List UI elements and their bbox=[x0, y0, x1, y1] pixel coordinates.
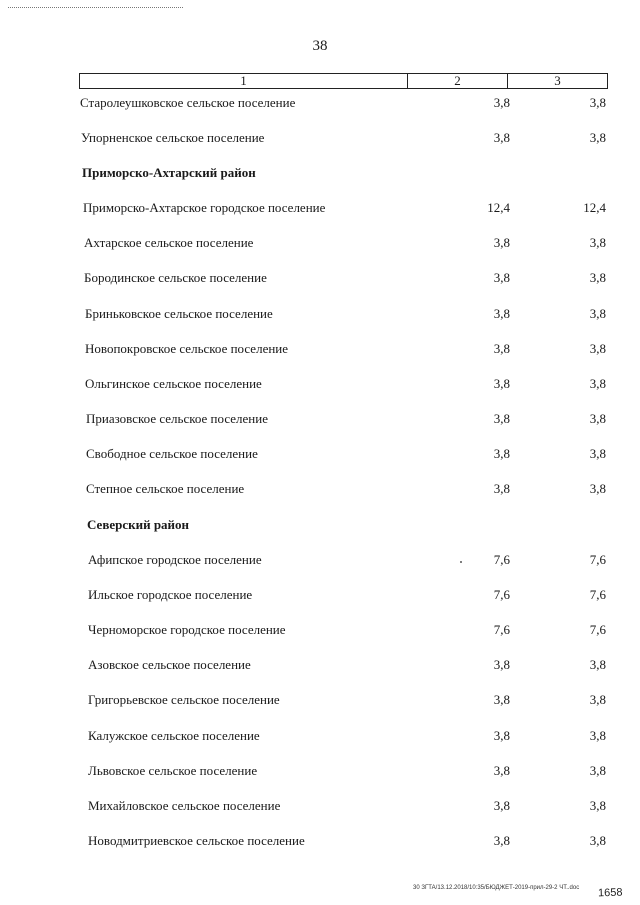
value-column-2: 3,8 bbox=[493, 341, 510, 356]
value-column-3: 7,6 bbox=[589, 622, 606, 637]
value-column-2: 3,8 bbox=[493, 833, 510, 848]
settlement-name: Черноморское городское поселение bbox=[88, 622, 286, 637]
value-column-3: 3,8 bbox=[589, 763, 606, 778]
settlement-name: Старолеушковское сельское поселение bbox=[80, 95, 296, 110]
table-row bbox=[0, 587, 640, 607]
table-row bbox=[0, 235, 640, 255]
value-column-3: 3,8 bbox=[589, 833, 606, 848]
settlement-name: Упорненское сельское поселение bbox=[81, 130, 265, 145]
value-column-3: 12,4 bbox=[583, 200, 606, 215]
column-header-2: 2 bbox=[408, 74, 508, 88]
table-row bbox=[0, 411, 640, 431]
table-row bbox=[0, 833, 640, 853]
table-row bbox=[0, 341, 640, 361]
value-column-2: 3,8 bbox=[493, 446, 510, 461]
value-column-2: 3,8 bbox=[493, 130, 510, 145]
value-column-3: 3,8 bbox=[589, 446, 606, 461]
value-column-2: 3,8 bbox=[493, 376, 510, 391]
value-column-3: 7,6 bbox=[589, 587, 606, 602]
settlement-name: Приморско-Ахтарское городское поселение bbox=[83, 200, 326, 215]
table-row bbox=[0, 446, 640, 466]
table-row bbox=[0, 270, 640, 290]
value-column-2: 3,8 bbox=[493, 728, 510, 743]
settlement-name: Приазовское сельское поселение bbox=[86, 411, 268, 426]
value-column-2: 3,8 bbox=[493, 798, 510, 813]
value-column-2: 3,8 bbox=[493, 270, 510, 285]
value-column-2: 3,8 bbox=[493, 657, 510, 672]
settlement-name: Азовское сельское поселение bbox=[88, 657, 251, 672]
table-row bbox=[0, 798, 640, 818]
table-row bbox=[0, 306, 640, 326]
value-column-3: 3,8 bbox=[589, 728, 606, 743]
settlement-name: Новопокровское сельское поселение bbox=[85, 341, 289, 356]
table-header-row bbox=[79, 73, 608, 89]
value-column-3: 3,8 bbox=[589, 235, 606, 250]
sheet-stamp-number: 1658 bbox=[597, 886, 623, 900]
table-row bbox=[0, 552, 640, 572]
settlement-name: Бородинское сельское поселение bbox=[84, 270, 267, 285]
value-column-3: 3,8 bbox=[589, 481, 606, 496]
value-column-2: 3,8 bbox=[493, 235, 510, 250]
district-name: Северский район bbox=[87, 517, 190, 532]
table-row bbox=[0, 200, 640, 220]
table-row bbox=[0, 376, 640, 396]
page-number: 38 bbox=[312, 38, 328, 54]
settlement-name: Афипское городское поселение bbox=[88, 552, 262, 567]
value-column-3: 3,8 bbox=[589, 95, 606, 110]
column-header-1: 1 bbox=[80, 74, 408, 88]
table-row bbox=[0, 692, 640, 712]
table-row bbox=[0, 763, 640, 783]
district-heading bbox=[0, 165, 640, 185]
district-name: Приморско-Ахтарский район bbox=[82, 165, 256, 180]
scan-edge-line bbox=[8, 7, 183, 8]
document-footer-note: 30 ЗГТА/13.12.2018/10:35/БЮДЖЕТ-2019-прил-29-2 ЧТ..doc bbox=[413, 885, 580, 891]
district-heading bbox=[0, 517, 640, 537]
value-column-3: 3,8 bbox=[589, 798, 606, 813]
value-column-2: 12,4 bbox=[487, 200, 510, 215]
settlement-name: Львовское сельское поселение bbox=[88, 763, 258, 778]
settlement-name: Ильское городское поселение bbox=[88, 587, 253, 602]
value-column-2: 7,6 bbox=[493, 587, 510, 602]
value-column-3: 3,8 bbox=[589, 411, 606, 426]
value-column-3: 3,8 bbox=[589, 130, 606, 145]
scan-speck bbox=[460, 561, 462, 563]
table-row bbox=[0, 130, 640, 150]
value-column-3: 3,8 bbox=[589, 306, 606, 321]
value-column-2: 3,8 bbox=[493, 692, 510, 707]
settlement-name: Ольгинское сельское поселение bbox=[85, 376, 262, 391]
value-column-2: 3,8 bbox=[493, 763, 510, 778]
value-column-3: 3,8 bbox=[589, 376, 606, 391]
settlement-name: Ахтарское сельское поселение bbox=[84, 235, 254, 250]
value-column-2: 3,8 bbox=[493, 481, 510, 496]
table-row bbox=[0, 95, 640, 115]
value-column-3: 7,6 bbox=[589, 552, 606, 567]
settlement-name: Михайловское сельское поселение bbox=[88, 798, 281, 813]
value-column-2: 3,8 bbox=[493, 306, 510, 321]
settlement-name: Григорьевское сельское поселение bbox=[88, 692, 280, 707]
value-column-2: 3,8 bbox=[493, 411, 510, 426]
settlement-name: Новодмитриевское сельское поселение bbox=[88, 833, 305, 848]
settlement-name: Свободное сельское поселение bbox=[86, 446, 258, 461]
value-column-3: 3,8 bbox=[589, 341, 606, 356]
settlement-name: Калужское сельское поселение bbox=[88, 728, 260, 743]
value-column-3: 3,8 bbox=[589, 692, 606, 707]
settlement-name: Степное сельское поселение bbox=[86, 481, 245, 496]
column-header-3: 3 bbox=[554, 73, 561, 88]
table-row bbox=[0, 657, 640, 677]
table-row bbox=[0, 728, 640, 748]
value-column-2: 7,6 bbox=[493, 552, 510, 567]
value-column-2: 3,8 bbox=[493, 95, 510, 110]
value-column-3: 3,8 bbox=[589, 270, 606, 285]
table-row bbox=[0, 622, 640, 642]
table-row bbox=[0, 481, 640, 501]
value-column-2: 7,6 bbox=[493, 622, 510, 637]
value-column-3: 3,8 bbox=[589, 657, 606, 672]
settlement-name: Бриньковское сельское поселение bbox=[85, 306, 273, 321]
